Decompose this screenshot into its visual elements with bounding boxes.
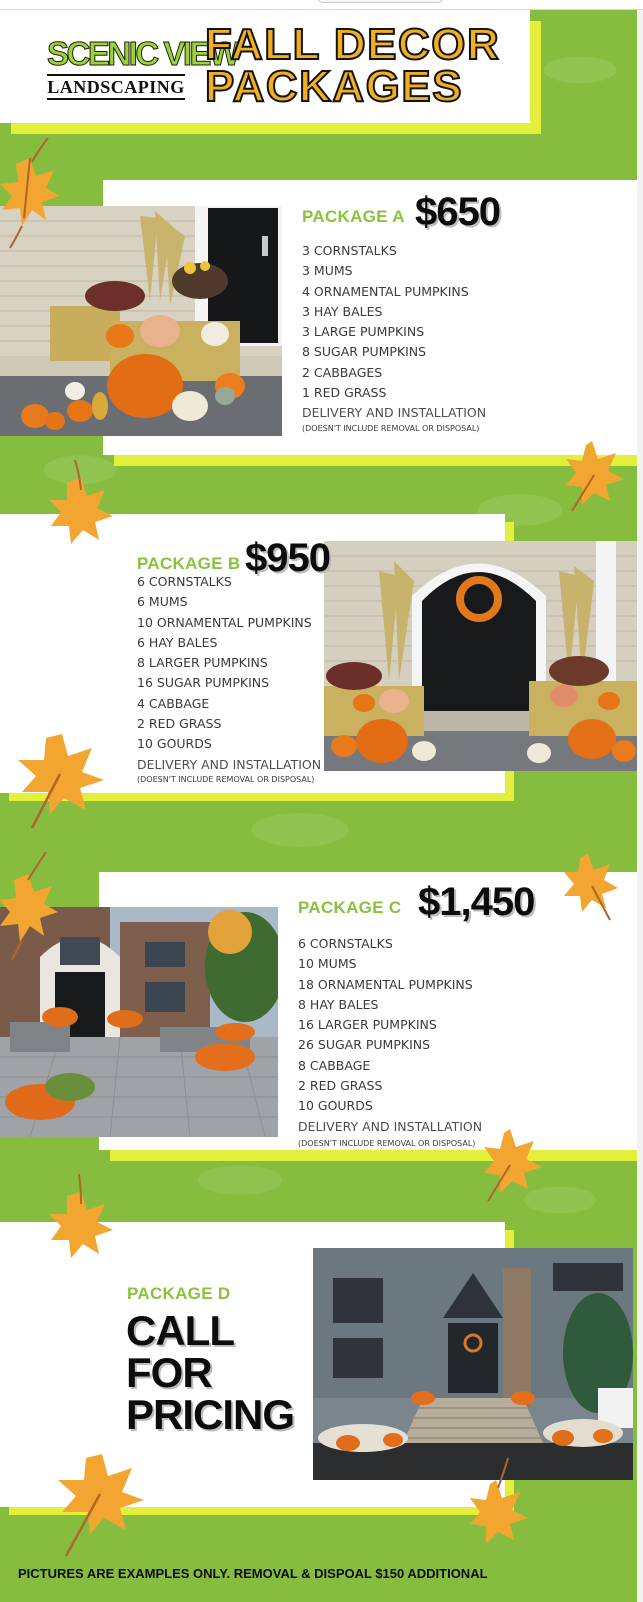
list-item: 6 MUMS: [137, 594, 188, 610]
package-d-photo: [313, 1248, 633, 1480]
right-margin-strip: [637, 10, 643, 1602]
list-item: 4 CABBAGE: [137, 695, 210, 711]
list-item: 8 HAY BALES: [298, 996, 379, 1012]
maple-leaf-icon: [478, 1125, 544, 1203]
list-item: 8 SUGAR PUMPKINS: [302, 344, 427, 360]
maple-leaf-icon: [45, 460, 117, 548]
maple-leaf-icon: [52, 1450, 148, 1558]
title-line-2: PACKAGES: [205, 62, 464, 111]
package-a-title: PACKAGE A: [302, 207, 405, 226]
list-item: 10 GOURDS: [298, 1098, 373, 1114]
maple-leaf-icon: [462, 1458, 530, 1544]
list-item: 3 CORNSTALKS: [302, 243, 397, 258]
list-item: 4 ORNAMENTAL PUMPKINS: [302, 283, 469, 299]
package-a-items: [302, 241, 486, 424]
list-item: 16 SUGAR PUMPKINS: [137, 675, 270, 691]
list-item: 26 SUGAR PUMPKINS: [298, 1037, 431, 1053]
package-b-note: (DOESN'T INCLUDE REMOVAL OR DISPOSAL): [137, 775, 315, 784]
package-c-items: [298, 934, 482, 1137]
list-item: 16 LARGER PUMPKINS: [298, 1017, 437, 1033]
list-item: 3 MUMS: [302, 263, 353, 279]
package-c-price: $1,450: [418, 880, 535, 924]
company-logo: [47, 35, 238, 100]
list-item: 10 ORNAMENTAL PUMPKINS: [137, 614, 312, 630]
list-item: 2 CABBAGES: [302, 364, 383, 380]
list-item: 6 HAY BALES: [137, 634, 218, 650]
call-line: CALL: [126, 1307, 234, 1354]
maple-leaf-icon: [560, 850, 622, 922]
fall-decor-poster: [0, 10, 637, 1602]
list-item: 3 LARGE PUMPKINS: [302, 324, 425, 340]
list-item: 6 CORNSTALKS: [137, 574, 232, 589]
pricing-line: PRICING: [126, 1391, 295, 1438]
for-line: FOR: [126, 1349, 212, 1396]
call-for-pricing: [126, 1307, 295, 1438]
package-d-title: PACKAGE D: [127, 1284, 231, 1303]
list-item: 8 CABBAGE: [298, 1057, 371, 1073]
list-item: 10 MUMS: [298, 956, 357, 972]
list-item: 10 GOURDS: [137, 736, 212, 752]
package-b-price: $950: [245, 536, 330, 580]
list-item: 2 RED GRASS: [137, 716, 222, 732]
maple-leaf-icon: [12, 730, 108, 830]
logo-scenic-view: SCENIC VIEW: [47, 35, 238, 72]
list-item: 18 ORNAMENTAL PUMPKINS: [298, 976, 473, 992]
page-title: [205, 20, 501, 111]
maple-leaf-icon: [0, 852, 60, 962]
list-item: DELIVERY AND INSTALLATION: [302, 405, 487, 421]
list-item: DELIVERY AND INSTALLATION: [137, 756, 322, 772]
package-b-items: [137, 572, 321, 775]
logo-landscaping: LANDSCAPING: [47, 74, 185, 100]
list-item: 8 LARGER PUMPKINS: [137, 655, 268, 671]
package-a-price: $650: [415, 190, 500, 234]
package-b-title: PACKAGE B: [137, 554, 241, 573]
browser-tab-handle[interactable]: [318, 0, 443, 3]
header-panel: [0, 10, 530, 123]
maple-leaf-icon: [45, 1174, 117, 1264]
maple-leaf-icon: [0, 138, 62, 250]
title-line-1: FALL DECOR: [205, 20, 501, 69]
package-b-photo: [324, 541, 637, 771]
package-c-title: PACKAGE C: [298, 898, 402, 917]
maple-leaf-icon: [560, 435, 630, 515]
list-item: 6 CORNSTALKS: [298, 936, 393, 951]
list-item: 2 RED GRASS: [298, 1078, 383, 1094]
browser-top-bar: [0, 0, 643, 10]
package-c-note: (DOESN'T INCLUDE REMOVAL OR DISPOSAL): [298, 1139, 476, 1148]
footer-disclaimer: PICTURES ARE EXAMPLES ONLY. REMOVAL & DISPOAL $150 ADDITIONAL: [18, 1566, 488, 1581]
list-item: 1 RED GRASS: [302, 385, 387, 401]
package-a-note: (DOESN'T INCLUDE REMOVAL OR DISPOSAL): [302, 424, 480, 433]
list-item: DELIVERY AND INSTALLATION: [298, 1118, 483, 1134]
list-item: 3 HAY BALES: [302, 303, 383, 319]
